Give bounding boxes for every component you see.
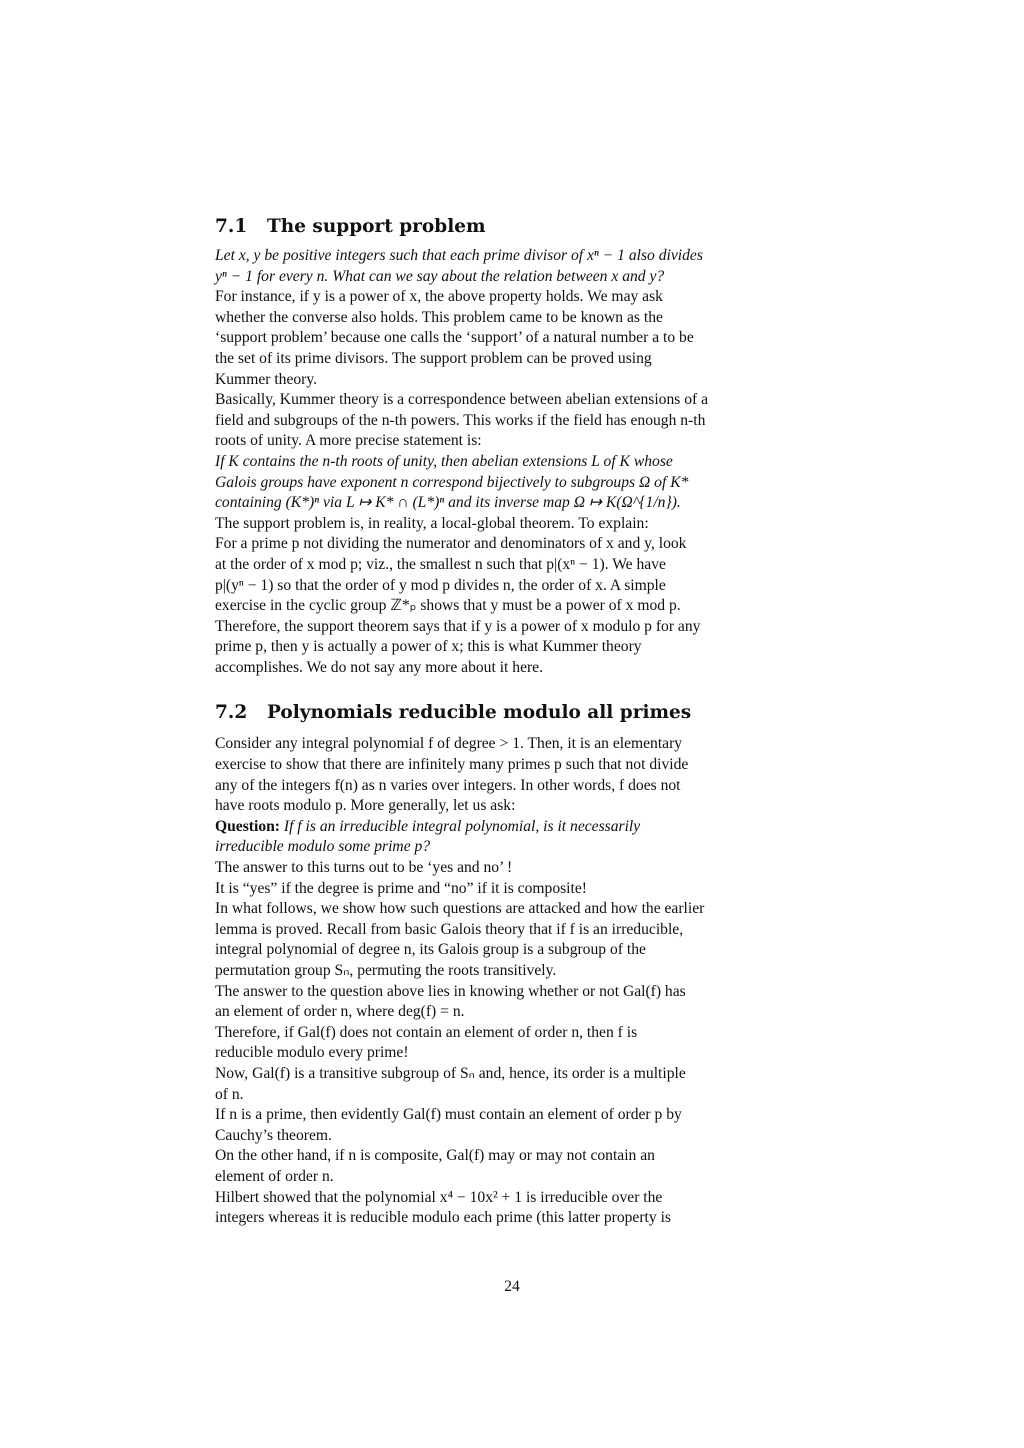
section-body-polynomials-reducible — [215, 734, 815, 1228]
text-line: exercise in the cyclic group ℤ*ₚ shows that y must be a power of x mod p. — [215, 597, 681, 615]
text-line: In what follows, we show how such questions are attacked and how the earlier — [215, 900, 705, 918]
text-line: exercise to show that there are infinitely many primes p such that not divide — [215, 756, 689, 774]
text-line: lemma is proved. Recall from basic Galois theory that if f is an irreducible, — [215, 920, 684, 938]
text-line: Cauchy’s theorem. — [215, 1126, 332, 1144]
text-line: Basically, Kummer theory is a correspondence between abelian extensions of a — [215, 391, 709, 409]
page-number: 24 — [504, 1278, 520, 1295]
text-line: Galois groups have exponent n correspond bijectively to subgroups Ω of K* — [215, 473, 689, 491]
text-line: irreducible modulo some prime p? — [215, 838, 431, 856]
text-line: The answer to the question above lies in knowing whether or not Gal(f) has — [215, 982, 686, 1000]
section-number: 7.2 — [215, 702, 248, 724]
text-line: element of order n. — [215, 1167, 334, 1185]
text-line: Therefore, the support theorem says that if y is a power of x modulo p for any — [215, 617, 701, 635]
text-line: Hilbert showed that the polynomial x⁴ − 10x² + 1 is irreducible over the — [215, 1188, 663, 1206]
text-line: The support problem is, in reality, a local-global theorem. To explain: — [215, 514, 649, 532]
text-line: reducible modulo every prime! — [215, 1044, 409, 1062]
text-line: integers whereas it is reducible modulo each prime (this latter property is — [215, 1209, 671, 1227]
text-line: of n. — [215, 1085, 244, 1103]
text-line: any of the integers f(n) as n varies over integers. In other words, f does not — [215, 776, 681, 794]
text-line: yⁿ − 1 for every n. What can we say about the relation between x and y? — [215, 267, 665, 285]
text-line: ‘support problem’ because one calls the ‘support’ of a natural number a to be — [215, 329, 694, 347]
text-line: If K contains the n-th roots of unity, then abelian extensions L of K whose — [215, 452, 673, 470]
section-heading-support-problem — [215, 214, 815, 240]
section-title: The support problem — [267, 216, 486, 237]
section-number: 7.1 — [215, 216, 248, 237]
text-line: the set of its prime divisors. The support problem can be proved using — [215, 349, 652, 367]
text-line: Therefore, if Gal(f) does not contain an element of order n, then f is — [215, 1023, 638, 1041]
page-content — [215, 214, 815, 1229]
section-body-support-problem — [215, 246, 815, 678]
text-line: permutation group Sₙ, permuting the roots transitively. — [215, 962, 557, 979]
text-line — [215, 817, 815, 838]
text-line: Kummer theory. — [215, 370, 318, 388]
text-line: Let x, y be positive integers such that each prime divisor of xⁿ − 1 also divides — [215, 247, 703, 264]
text-line: Now, Gal(f) is a transitive subgroup of Sₙ and, hence, its order is a multiple — [215, 1064, 686, 1082]
text-line: an element of order n, where deg(f) = n. — [215, 1003, 465, 1021]
text-line: It is “yes” if the degree is prime and “no” if it is composite! — [215, 879, 587, 897]
text-line: roots of unity. A more precise statement is: — [215, 432, 482, 450]
text-line: On the other hand, if n is composite, Gal(f) may or may not contain an — [215, 1147, 655, 1165]
text-line: For a prime p not dividing the numerator and denominators of x and y, look — [215, 535, 687, 553]
text-line: accomplishes. We do not say any more about it here. — [215, 658, 544, 676]
section-title: Polynomials reducible modulo all primes — [267, 702, 692, 724]
question-text: If f is an irreducible integral polynomial, is it necessarily — [279, 817, 641, 835]
text-line: whether the converse also holds. This problem came to be known as the — [215, 308, 663, 326]
text-line: at the order of x mod p; viz., the smallest n such that p|(xⁿ − 1). We have — [215, 555, 666, 573]
text-line: The answer to this turns out to be ‘yes and no’ ! — [215, 859, 513, 877]
section-heading-polynomials-reducible — [215, 700, 815, 726]
text-line: prime p, then y is actually a power of x; this is what Kummer theory — [215, 638, 642, 656]
question-label: Question: — [215, 817, 280, 835]
text-line: p|(yⁿ − 1) so that the order of y mod p divides n, the order of x. A simple — [215, 576, 666, 594]
text-line: integral polynomial of degree n, its Galois group is a subgroup of the — [215, 941, 646, 959]
text-line: containing (K*)ⁿ via L ↦ K* ∩ (L*)ⁿ and its inverse map Ω ↦ K(Ω^{1/n}). — [215, 494, 681, 512]
text-line: For instance, if y is a power of x, the above property holds. We may ask — [215, 288, 663, 306]
text-line: field and subgroups of the n-th powers. This works if the field has enough n-th — [215, 411, 706, 429]
text-line: have roots modulo p. More generally, let us ask: — [215, 797, 516, 815]
text-line: Consider any integral polynomial f of degree > 1. Then, it is an elementary — [215, 735, 683, 753]
text-line: If n is a prime, then evidently Gal(f) must contain an element of order p by — [215, 1106, 682, 1124]
